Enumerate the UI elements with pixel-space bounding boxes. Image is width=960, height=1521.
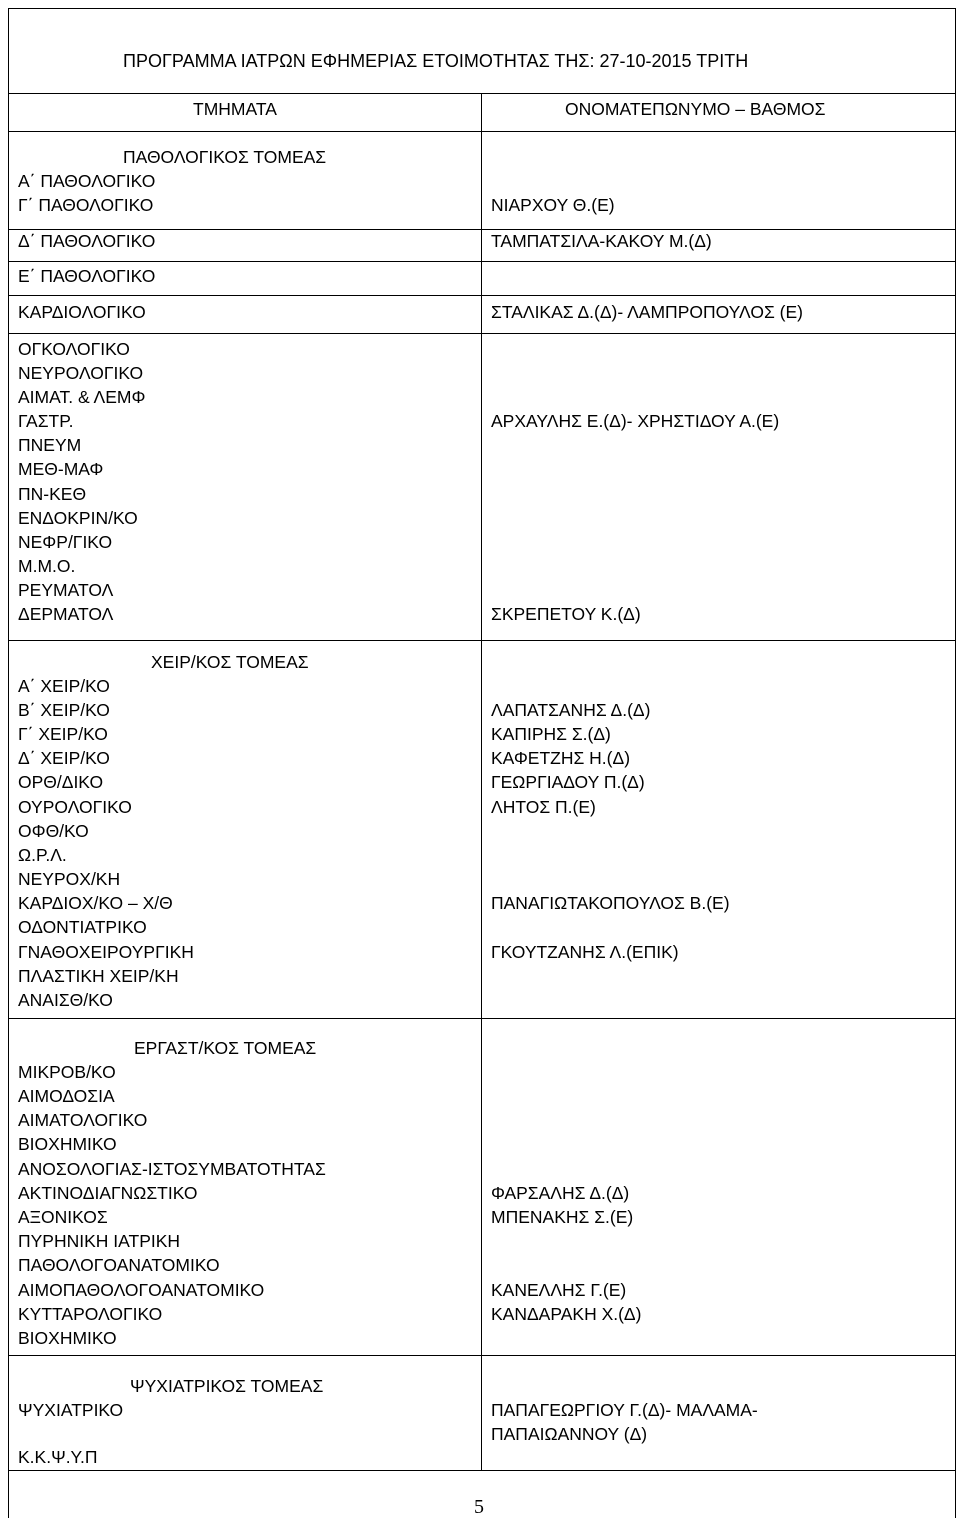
department: ΑΚΤΙΝΟΔΙΑΓΝΩΣΤΙΚΟ [18,1183,198,1203]
department: ΔΕΡΜΑΤΟΛ [18,604,114,624]
doctor-name: ΛΗΤΟΣ Π.(Ε) [491,797,596,817]
section-title-surgery: ΧΕΙΡ/ΚΟΣ ΤΟΜΕΑΣ [151,652,309,672]
table-row-divider [8,295,956,296]
department: ΓΑΣΤΡ. [18,411,74,431]
department: ΑΙΜΟΠΑΘΟΛΟΓΟΑΝΑΤΟΜΙΚΟ [18,1280,265,1300]
department: Γ΄ ΧΕΙΡ/ΚΟ [18,724,108,744]
doctor-name: ΚΑΠΙΡΗΣ Σ.(Δ) [491,724,611,744]
department: ΜΕΘ-ΜΑΦ [18,459,104,479]
table-row-divider [8,131,956,132]
department: ΟΥΡΟΛΟΓΙΚΟ [18,797,132,817]
page-number: 5 [474,1496,484,1518]
department: ΟΓΚΟΛΟΓΙΚΟ [18,339,130,359]
section-title-lab: ΕΡΓΑΣΤ/ΚΟΣ ΤΟΜΕΑΣ [134,1038,317,1058]
table-left-border [8,93,9,1470]
department: ΡΕΥΜΑΤΟΛ [18,580,114,600]
department: ΕΝΔΟΚΡΙΝ/ΚΟ [18,508,138,528]
table-top-border [8,93,956,94]
column-divider [481,93,482,1470]
table-row-divider [8,1355,956,1356]
department: Α΄ ΠΑΘΟΛΟΓΙΚΟ [18,171,156,191]
page-title: ΠΡΟΓΡΑΜΜΑ ΙΑΤΡΩΝ ΕΦΗΜΕΡΙΑΣ ΕΤΟΙΜΟΤΗΤΑΣ ΤΗΣ: 27-10-2015 ΤΡΙΤΗ [123,51,749,71]
department: ΝΕΥΡΟΛΟΓΙΚΟ [18,363,144,383]
department: Γ΄ ΠΑΘΟΛΟΓΙΚΟ [18,195,154,215]
doctor-name: ΓΕΩΡΓΙΑΔΟΥ Π.(Δ) [491,772,645,792]
department: Δ΄ ΠΑΘΟΛΟΓΙΚΟ [18,231,156,251]
section-title-pathology: ΠΑΘΟΛΟΓΙΚΟΣ ΤΟΜΕΑΣ [123,147,327,167]
doctor-name: ΣΚΡΕΠΕΤΟΥ Κ.(Δ) [491,604,641,624]
table-row-divider [8,640,956,641]
department: ΑΞΟΝΙΚΟΣ [18,1207,108,1227]
table-row-divider [8,261,956,262]
department: ΝΕΥΡΟΧ/ΚΗ [18,869,121,889]
doctor-name: ΠΑΠΑΙΩΑΝΝΟΥ (Δ) [491,1424,648,1444]
doctor-name: ΑΡΧΑΥΛΗΣ Ε.(Δ)- ΧΡΗΣΤΙΔΟΥ Α.(Ε) [491,411,780,431]
department: Δ΄ ΧΕΙΡ/ΚΟ [18,748,110,768]
department: ΠΛΑΣΤΙΚΗ ΧΕΙΡ/ΚΗ [18,966,179,986]
department: Β΄ ΧΕΙΡ/ΚΟ [18,700,110,720]
table-row-divider [8,229,956,230]
header-departments: ΤΜΗΜΑΤΑ [193,99,277,119]
table-bottom-border [8,1470,956,1471]
department: ΑΝΟΣΟΛΟΓΙΑΣ-ΙΣΤΟΣΥΜΒΑΤΟΤΗΤΑΣ [18,1159,326,1179]
department: ΟΡΘ/ΔΙΚΟ [18,772,104,792]
department: ΚΥΤΤΑΡΟΛΟΓΙΚΟ [18,1304,163,1324]
department: ΟΦΘ/ΚΟ [18,821,89,841]
doctor-name: ΠΑΠΑΓΕΩΡΓΙΟΥ Γ.(Δ)- ΜΑΛΑΜΑ- [491,1400,758,1420]
department: Κ.Κ.Ψ.Υ.Π [18,1447,98,1467]
department: ΝΕΦΡ/ΓΙΚΟ [18,532,113,552]
department: ΑΝΑΙΣΘ/ΚΟ [18,990,113,1010]
doctor-name: ΛΑΠΑΤΣΑΝΗΣ Δ.(Δ) [491,700,651,720]
department: ΠΝΕΥΜ [18,435,82,455]
department: Ω.Ρ.Λ. [18,845,67,865]
department: Μ.Μ.Ο. [18,556,76,576]
department: ΑΙΜΑΤ. & ΛΕΜΦ [18,387,146,407]
department: ΟΔΟΝΤΙΑΤΡΙΚΟ [18,917,147,937]
department: ΜΙΚΡΟΒ/ΚΟ [18,1062,116,1082]
department: ΓΝΑΘΟΧΕΙΡΟΥΡΓΙΚΗ [18,942,194,962]
table-row-divider [8,333,956,334]
table-row-divider [8,1018,956,1019]
department: ΑΙΜΑΤΟΛΟΓΙΚΟ [18,1110,148,1130]
doctor-name: ΓΚΟΥΤΖΑΝΗΣ Λ.(ΕΠΙΚ) [491,942,679,962]
doctor-name: ΦΑΡΣΑΛΗΣ Δ.(Δ) [491,1183,630,1203]
department: Α΄ ΧΕΙΡ/ΚΟ [18,676,110,696]
doctor-name: ΝΙΑΡΧΟΥ Θ.(Ε) [491,195,615,215]
department: ΑΙΜΟΔΟΣΙΑ [18,1086,115,1106]
doctor-name: ΜΠΕΝΑΚΗΣ Σ.(Ε) [491,1207,634,1227]
department: ΚΑΡΔΙΟΧ/ΚΟ – Χ/Θ [18,893,173,913]
department: ΠΥΡΗΝΙΚΗ ΙΑΤΡΙΚΗ [18,1231,181,1251]
department: ΨΥΧΙΑΤΡΙΚΟ [18,1400,124,1420]
department: ΒΙΟΧΗΜΙΚΟ [18,1328,117,1348]
doctor-name: ΚΑΝΔΑΡΑΚΗ Χ.(Δ) [491,1304,642,1324]
header-names: ΟΝΟΜΑΤΕΠΩΝΥΜΟ – ΒΑΘΜΟΣ [565,99,826,119]
doctor-name: ΣΤΑΛΙΚΑΣ Δ.(Δ)- ΛΑΜΠΡΟΠΟΥΛΟΣ (Ε) [491,302,803,322]
section-title-psychiatry: ΨΥΧΙΑΤΡΙΚΟΣ ΤΟΜΕΑΣ [130,1376,324,1396]
department: ΚΑΡΔΙΟΛΟΓΙΚΟ [18,302,146,322]
department: ΠΑΘΟΛΟΓΟΑΝΑΤΟΜΙΚΟ [18,1255,220,1275]
doctor-name: ΠΑΝΑΓΙΩΤΑΚΟΠΟΥΛΟΣ Β.(Ε) [491,893,730,913]
doctor-name: ΤΑΜΠΑΤΣΙΛΑ-ΚΑΚΟΥ Μ.(Δ) [491,231,712,251]
doctor-name: ΚΑΝΕΛΛΗΣ Γ.(Ε) [491,1280,627,1300]
department: ΒΙΟΧΗΜΙΚΟ [18,1134,117,1154]
department: Ε΄ ΠΑΘΟΛΟΓΙΚΟ [18,266,156,286]
doctor-name: ΚΑΦΕΤΖΗΣ Η.(Δ) [491,748,631,768]
department: ΠΝ-ΚΕΘ [18,484,87,504]
